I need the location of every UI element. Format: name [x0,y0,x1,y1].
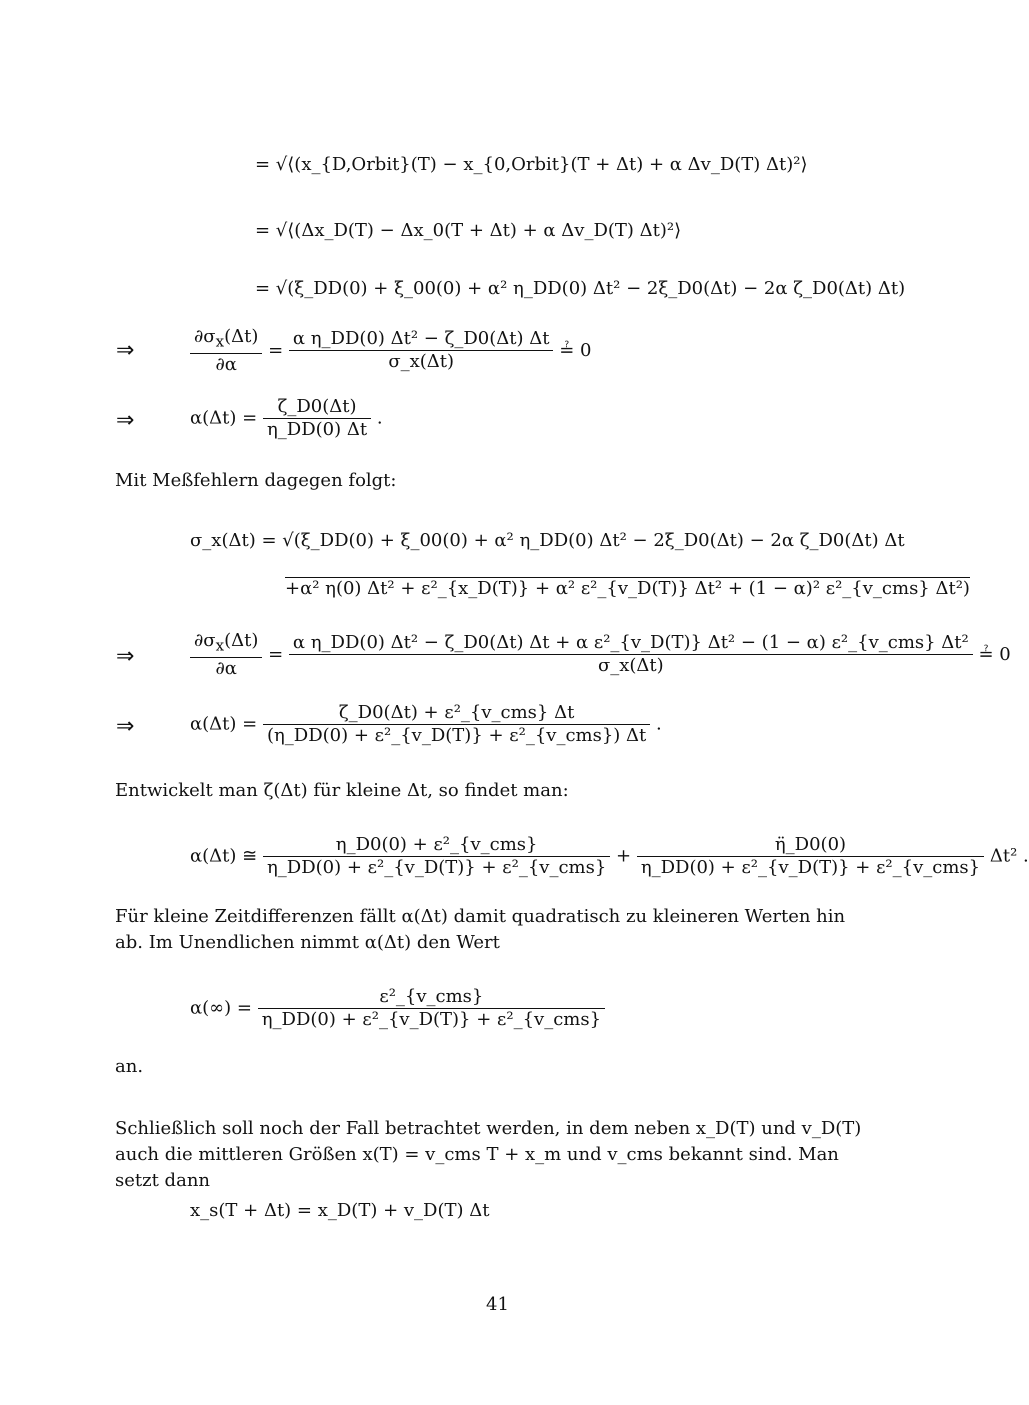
equation-alpha-infinity: α(∞) = $\frac{\text{ε²\_\{v\_cms\}}}{\text{η\_DD(0) + ε²\_\{v\_D(T)\} + ε²\_\{v\_cms\}}}$ [190,986,605,1031]
fraction: $\frac{\zeta\_D0(\Delta t)}{\eta\_DD(0) \Delta t}$ [263,396,371,441]
implies-symbol: ⇒ [116,714,135,739]
fraction: $\frac{\text{α η\_DD(0) Δt² − ζ\_D0(Δt) Δt}}{\sigma\_x(\Delta t)}$ [289,328,554,373]
equation-sigma: σ_x(Δt) = √(ξ_DD(0) + ξ_00(0) + α² η_DD(0) Δt² − 2ξ_D0(Δt) − 2α ζ_D0(Δt) Δt [190,530,905,551]
equation-derivative-1: $\frac{\partial\sigma_x(\Delta t)}{\partial\alpha}$ = $\frac{\text{α η\_DD(0) Δt² − ζ\_D0(Δt) Δt}}{\sigma\_x(\Delta t)}$ ≟ 0 [190,326,591,376]
equation-line-3: = √(ξ_DD(0) + ξ_00(0) + α² η_DD(0) Δt² − 2ξ_D0(Δt) − 2α ζ_D0(Δt) Δt) [255,278,906,299]
fraction: $\frac{\text{ε²\_\{v\_cms\}}}{\text{η\_DD(0) + ε²\_\{v\_D(T)\} + ε²\_\{v\_cms\}}}$ [258,986,605,1031]
implies-symbol: ⇒ [116,408,135,433]
equation-alpha-approx: α(Δt) ≅ $\frac{\text{η\_D0(0) + ε²\_\{v\_cms\}}}{\text{η\_DD(0) + ε²\_\{v\_D(T)\} + ε²\_\{v\_cms\}}}$ + $\frac{\etä\_D0(0)}{\text{η\_DD(0) + ε²\_\{v\_D(T)\} + ε²\_\{v\_cms\}}}$ Δt² . [190,834,1029,878]
equation-sigma-continuation: +α² η(0) Δt² + ε²_{x_D(T)} + α² ε²_{v_D(T)} Δt² + (1 − α)² ε²_{v_cms} Δt²) [285,578,970,599]
paragraph-2: Entwickelt man ζ(Δt) für kleine Δt, so findet man: [115,780,569,801]
fraction: $\frac{\etä\_D0(0)}{\text{η\_DD(0) + ε²\_\{v\_D(T)\} + ε²\_\{v\_cms\}}}$ [637,834,984,879]
implies-symbol: ⇒ [116,338,135,363]
fraction: α η_DD(0) Δt² − ζ_D0(Δt) Δt + α ε²_{v_D(T)} Δt² − (1 − α) ε²_{v_cms} Δt² σ_x(Δt) [289,632,973,677]
equation-alpha-1: α(Δt) = $\frac{\zeta\_D0(\Delta t)}{\eta\_DD(0) \Delta t}$ . [190,396,383,440]
paragraph-1: Mit Meßfehlern dagegen folgt: [115,470,397,491]
fraction: $\frac{\text{ζ\_D0(Δt) + ε²\_\{v\_cms\} Δt}}{\text{(η\_DD(0) + ε²\_\{v\_D(T)\} + ε²\_\{v\_cms\}) Δt}}$ [263,702,650,747]
implies-symbol: ⇒ [116,644,135,669]
equation-line-1: = √⟨(x_{D,Orbit}(T) − x_{0,Orbit}(T + Δt) + α Δv_D(T) Δt)²⟩ [255,154,808,175]
equation-derivative-2: $\frac{\partial\sigma_x(\Delta t)}{\partial\alpha}$ = α η_DD(0) Δt² − ζ_D0(Δt) Δt + α ε²_{v_D(T)} Δt² − (1 − α) ε²_{v_cms} Δt² σ_x(Δt) ≟ 0 [190,630,1011,680]
paragraph-4: an. [115,1056,144,1077]
equation-line-2: = √⟨(Δx_D(T) − Δx_0(T + Δt) + α Δv_D(T) Δt)²⟩ [255,220,682,241]
paragraph-3: Für kleine Zeitdifferenzen fällt α(Δt) damit quadratisch zu kleineren Werten hin ab. Im Unendlichen nimmt α(Δt) den Wert [115,906,846,953]
fraction: $\frac{\partial\sigma_x(\Delta t)}{\partial\alpha}$ [190,326,262,376]
equation-alpha-2: α(Δt) = $\frac{\text{ζ\_D0(Δt) + ε²\_\{v\_cms\} Δt}}{\text{(η\_DD(0) + ε²\_\{v\_D(T)\} + ε²\_\{v\_cms\}) Δt}}$ . [190,702,662,746]
paragraph-5: Schließlich soll noch der Fall betrachtet werden, in dem neben x_D(T) und v_D(T) auch die mittleren Größen x(T) = v_cms T + x_m und v_cms bekannt sind. Man setzt dann [115,1118,862,1191]
fraction: $\frac{\partial\sigma_x(\Delta t)}{\partial\alpha}$ [190,630,262,680]
equation-xs: x_s(T + Δt) = x_D(T) + v_D(T) Δt [190,1200,490,1221]
page-number: 41 [486,1294,509,1315]
fraction: $\frac{\text{η\_D0(0) + ε²\_\{v\_cms\}}}{\text{η\_DD(0) + ε²\_\{v\_D(T)\} + ε²\_\{v\_cms\}}}$ [263,834,610,879]
